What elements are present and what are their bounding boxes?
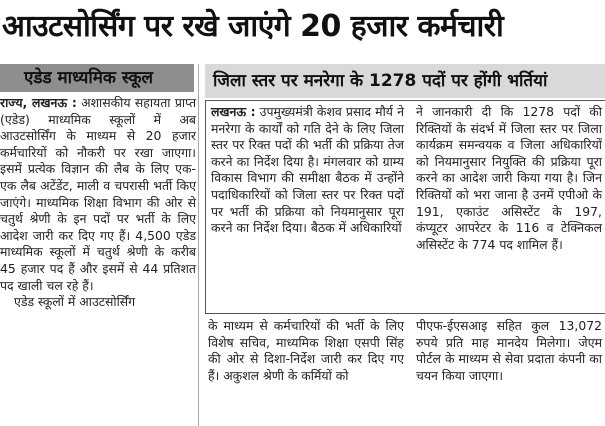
column5-body [416,318,602,424]
column1-heading: एडेड माध्यमिक स्कूल [24,68,154,88]
article2-column-a [211,104,404,309]
article2-heading: जिला स्तर पर मनरेगा के 1278 पदों पर होंगी भर्तियां [213,71,548,91]
column4-body [208,318,404,424]
column1-heading-box [0,64,194,92]
column1-text: अशासकीय सहायता प्राप्त (एडेड) माध्यमिक स्कूलों में अब आउटसोर्सिंग के माध्यम से 20 हजार कर्मचारियों को नौकरी पर रखा जाएगा। इसमें प्रत्येक विज्ञान की लैब के लिए एक-एक लैब अटेंडेंट, माली व चपरासी भर्ती किए जाएंगे। माध्यमिक शिक्षा विभाग की ओर से चतुर्थ श्रेणी के इन पदों पर भर्ती के लिए आदेश जारी कर दिए गए हैं। 4,500 एडेड माध्यमिक स्कूलों में चतुर्थ श्रेणी के करीब 45 हजार पद हैं और इसमें से 44 प्रतिशत पद खाली चल रहे हैं। [0,95,197,293]
article2-col-b-text: ने जानकारी दी कि 1278 पदों की रिक्तियों के संदर्भ में जिला स्तर पर जिला कार्यक्रम समन्वयक व जिला अधिकारियों को नियमानुसार नियुक्ति की प्रक्रिया पूरा करने का आदेश जारी किया गया है। जिन रिक्तियों को भरा जाना है उनमें एपीओ के 191, एकाउंट असिस्टेंट के 197, कंप्यूटर आपरेटर के 116 व टेक्निकल असिस्टेंट के 774 पद शामिल हैं। [416,104,602,252]
column1-body [0,95,196,426]
column1-para2: एडेड स्कूलों में आउटसोर्सिंग [14,294,136,310]
column-divider [198,64,199,426]
article2-dateline: लखनऊ : [211,104,256,119]
column1-dateline: राज्य, लखनऊ : [0,95,77,110]
article2-heading-box [205,64,605,98]
headline-banner [0,0,605,56]
article2-column-b [416,104,602,309]
column4-text: के माध्यम से कर्मचारियों की भर्ती के लिए विशेष सचिव, माध्यमिक शिक्षा एसपी सिंह की ओर से दिशा-निर्देश जारी कर दिए गए हैं। अकुशल श्रेणी के कर्मियों को [208,318,404,383]
headline: आउटसोर्सिंग पर रखे जाएंगे 20 हजार कर्मचारी [2,9,504,44]
column5-text: पीएफ-ईएसआइ सहित कुल 13,072 रुपये प्रति माह मानदेय मिलेगा। जेएम पोर्टल के माध्यम से सेवा प्रदाता कंपनी का चयन किया जाएगा। [416,318,602,383]
article2-col-a-text: उपमुख्यमंत्री केशव प्रसाद मौर्य ने मनरेगा के कार्यों को गति देने के लिए जिला स्तर पर रिक्त पदों की भर्ती की प्रक्रिया तेज करने का निर्देश दिया है। मंगलवार को ग्राम्य विकास विभाग की समीक्षा बैठक में उन्होंने पदाधिकारियों को जिला स्तर पर रिक्त पदों पर भर्ती की प्रक्रिया को नियमानुसार पूरा करने का निर्देश दिया। बैठक में अधिकारियों [211,104,404,236]
